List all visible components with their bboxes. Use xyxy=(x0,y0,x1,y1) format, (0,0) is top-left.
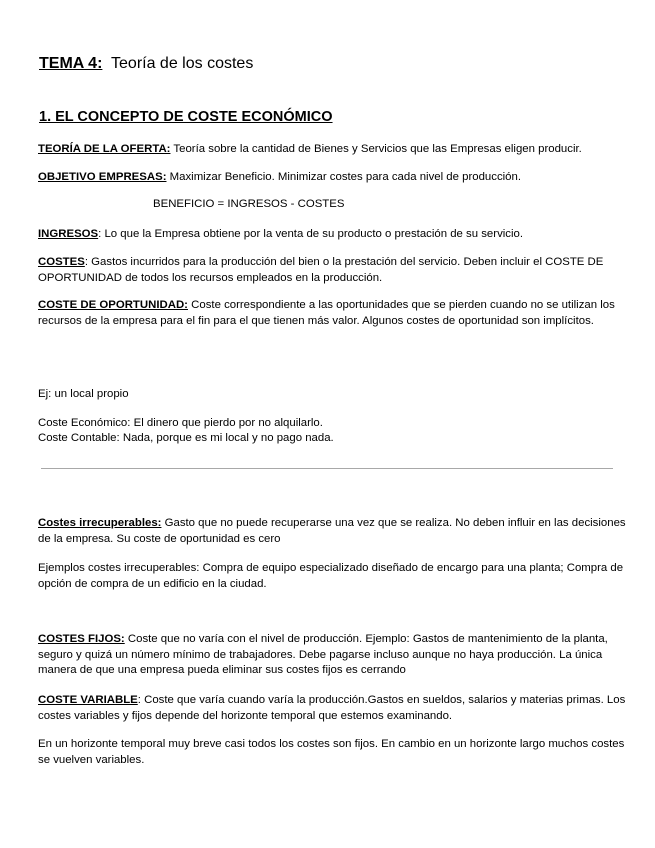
term-costes: COSTES xyxy=(38,256,85,268)
text-costes-fijos: Coste que no varía con el nivel de producción. Ejemplo: Gastos de mantenimiento de la planta, seguro y quizá un número mínimo de trabajadores. Debe pagarse incluso aunque no haya producción. La única manera de que una empresa pueda eliminar sus costes fijos es cerrando xyxy=(38,633,608,677)
title-text: Teoría de los costes xyxy=(111,55,254,72)
paragraph-oferta xyxy=(38,142,628,158)
paragraph-costes-fijos xyxy=(38,632,628,679)
horizontal-divider xyxy=(41,468,613,469)
paragraph-coste-oportunidad xyxy=(38,298,628,329)
text-ingresos: : Lo que la Empresa obtiene por la venta de su producto o prestación de su servicio. xyxy=(98,228,524,240)
paragraph-horizonte: En un horizonte temporal muy breve casi todos los costes son fijos. En cambio en un horizonte largo muchos costes se vuelven variables. xyxy=(38,738,625,766)
paragraph-irrecuperables-ejemplos: Ejemplos costes irrecuperables: Compra de equipo especializado diseñado de encargo para una planta; Compra de opción de compra de un edificio en la ciudad. xyxy=(38,562,624,590)
term-costes-fijos: COSTES FIJOS: xyxy=(38,633,125,645)
example-coste-economico: Coste Económico: El dinero que pierdo por no alquilarlo. xyxy=(38,417,323,429)
text-coste-oportunidad: Coste correspondiente a las oportunidades que se pierden cuando no se utilizan los recursos de la empresa para el fin para el que tienen más valor. Algunos costes de oportunidad son implícitos. xyxy=(38,299,615,327)
paragraph-objetivo xyxy=(38,170,628,186)
title-label: TEMA 4: xyxy=(39,55,103,72)
paragraph-irrecuperables xyxy=(38,516,628,547)
example-intro: Ej: un local propio xyxy=(38,388,129,400)
page-title xyxy=(39,55,253,73)
text-coste-variable: : Coste que varía cuando varía la producción.Gastos en sueldos, salarios y materias primas. Los costes variables y fijos depende del horizonte temporal que estemos examinando. xyxy=(38,694,626,722)
term-objetivo: OBJETIVO EMPRESAS: xyxy=(38,171,167,183)
paragraph-ingresos xyxy=(38,227,628,243)
term-coste-variable: COSTE VARIABLE xyxy=(38,694,138,706)
text-objetivo: Maximizar Beneficio. Minimizar costes para cada nivel de producción. xyxy=(166,171,522,183)
beneficio-formula: BENEFICIO = INGRESOS - COSTES xyxy=(153,198,345,210)
paragraph-costes xyxy=(38,255,628,286)
text-irrecuperables: Gasto que no puede recuperarse una vez que se realiza. No deben influir en las decisiones de la empresa. Su coste de oportunidad es cero xyxy=(38,517,626,545)
term-irrecuperables: Costes irrecuperables: xyxy=(38,517,162,529)
paragraph-coste-variable xyxy=(38,693,628,724)
section-heading: 1. EL CONCEPTO DE COSTE ECONÓMICO xyxy=(39,109,333,125)
term-coste-oportunidad: COSTE DE OPORTUNIDAD: xyxy=(38,299,188,311)
text-oferta: Teoría sobre la cantidad de Bienes y Servicios que las Empresas eligen producir. xyxy=(170,143,582,155)
example-coste-contable: Coste Contable: Nada, porque es mi local y no pago nada. xyxy=(38,432,334,444)
text-costes: : Gastos incurridos para la producción del bien o la prestación del servicio. Deben incluir el COSTE DE OPORTUNIDAD de todos los recursos empleados en la producción. xyxy=(38,256,604,284)
term-ingresos: INGRESOS xyxy=(38,228,99,240)
term-oferta: TEORÍA DE LA OFERTA: xyxy=(38,143,171,155)
